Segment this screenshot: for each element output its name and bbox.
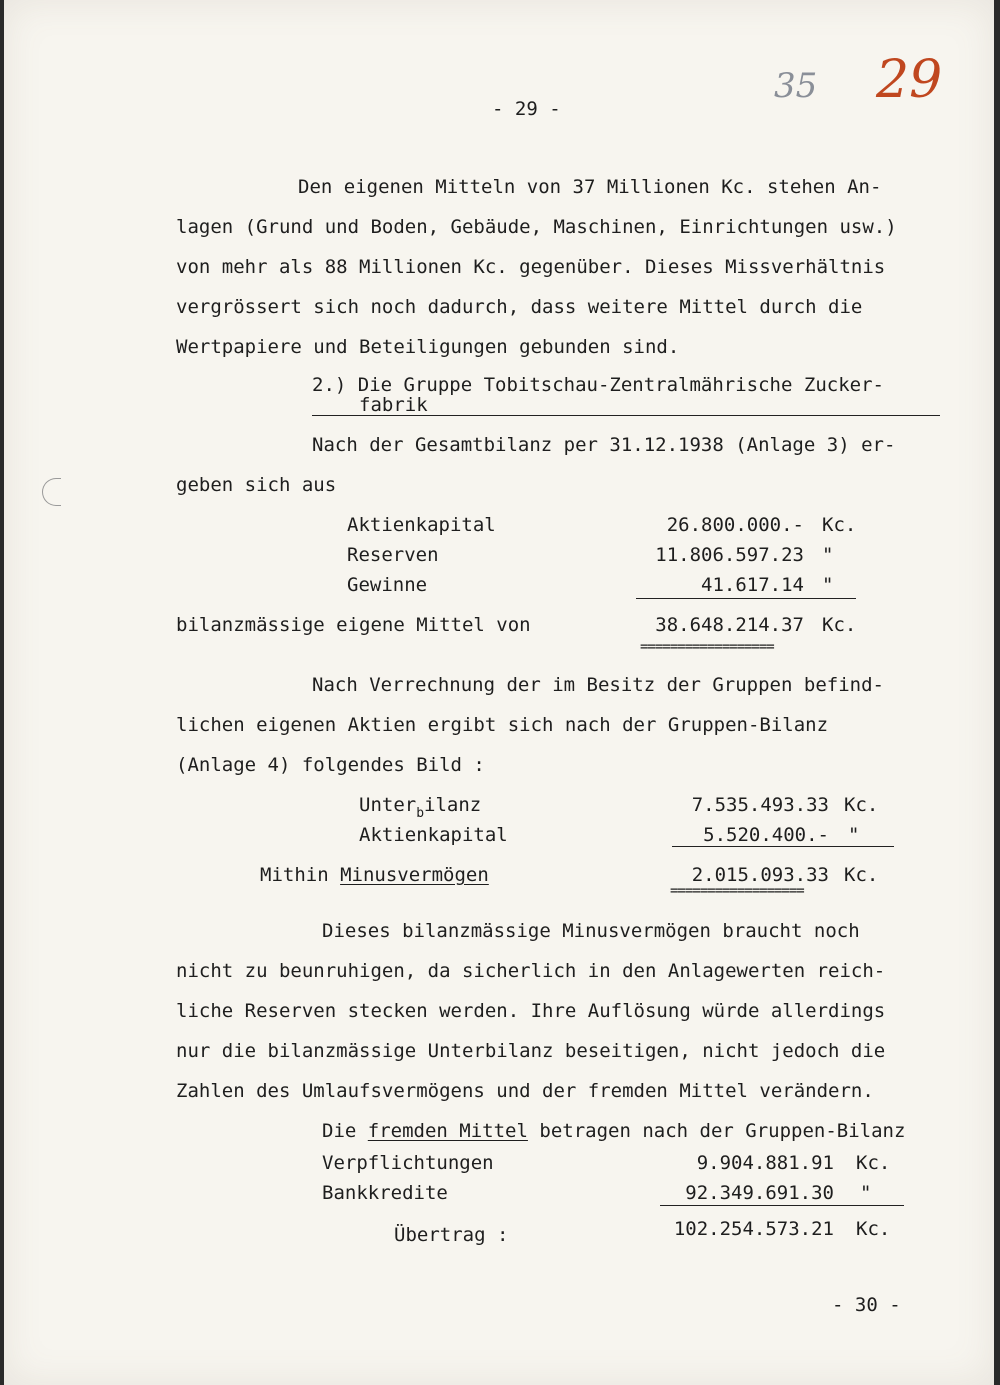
section-heading: 2.) Die Gruppe Tobitschau-Zentralmährische Zucker- bbox=[312, 374, 884, 396]
body-line: nicht zu beunruhigen, da sicherlich in den Anlagewerten reich- bbox=[176, 960, 886, 982]
table-row-label: Gewinne bbox=[347, 574, 428, 596]
table-row-label: Aktienkapital bbox=[347, 514, 496, 536]
table-row-unit: " bbox=[822, 574, 834, 596]
foreign-funds-intro: Die fremden Mittel betragen nach der Gruppen-Bilanz bbox=[322, 1120, 906, 1142]
carry-forward-value: 102.254.573.21 bbox=[673, 1218, 834, 1240]
table-row-value: 92.349.691.30 bbox=[685, 1182, 834, 1204]
body-line: vergrössert sich noch dadurch, dass weitere Mittel durch die bbox=[176, 296, 863, 318]
body-line: lichen eigenen Aktien ergibt sich nach der Gruppen-Bilanz bbox=[176, 714, 829, 736]
page-number: - 29 - bbox=[492, 98, 561, 120]
table-row-value: 11.806.597.23 bbox=[655, 544, 804, 566]
table-row-label: Bankkredite bbox=[322, 1182, 448, 1204]
body-line: Nach Verrechnung der im Besitz der Gruppen befind- bbox=[312, 674, 884, 696]
table-total-unit: Kc. bbox=[844, 864, 879, 886]
body-line: Wertpapiere und Beteiligungen gebunden sind. bbox=[176, 336, 680, 358]
document-page bbox=[4, 0, 994, 1385]
table-row-unit: Kc. bbox=[822, 514, 857, 536]
table-row-label: Unter$_b$ilanz bbox=[359, 794, 482, 821]
table-row-value: 26.800.000.- bbox=[666, 514, 804, 536]
table-row-value: 41.617.14 bbox=[701, 574, 804, 596]
red-folio-number: 29 bbox=[876, 50, 943, 110]
table-row-value: 7.535.493.33 bbox=[691, 794, 829, 816]
next-page-marker: - 30 - bbox=[832, 1294, 901, 1316]
carry-forward-unit: Kc. bbox=[856, 1218, 891, 1240]
body-line: nur die bilanzmässige Unterbilanz beseitigen, nicht jedoch die bbox=[176, 1040, 886, 1062]
body-line: lagen (Grund und Boden, Gebäude, Maschinen, Einrichtungen usw.) bbox=[176, 216, 897, 238]
body-line: liche Reserven stecken werden. Ihre Auflösung würde allerdings bbox=[176, 1000, 886, 1022]
total-double-rule: ================== bbox=[640, 639, 774, 655]
body-line: Dieses bilanzmässige Minusvermögen braucht noch bbox=[322, 920, 860, 942]
table-row-label: Verpflichtungen bbox=[322, 1152, 494, 1174]
table-row-value: 5.520.400.- bbox=[703, 824, 829, 846]
body-line: (Anlage 4) folgendes Bild : bbox=[176, 754, 485, 776]
table-row-label: Aktienkapital bbox=[359, 824, 508, 846]
table-total-value: 38.648.214.37 bbox=[655, 614, 804, 636]
table-row-unit: Kc. bbox=[844, 794, 879, 816]
body-line: von mehr als 88 Millionen Kc. gegenüber. Dieses Missverhältnis bbox=[176, 256, 886, 278]
table-total-unit: Kc. bbox=[822, 614, 857, 636]
sum-rule bbox=[672, 846, 894, 847]
table-row-unit: Kc. bbox=[856, 1152, 891, 1174]
body-line: Nach der Gesamtbilanz per 31.12.1938 (Anlage 3) er- bbox=[312, 434, 896, 456]
table-total-label: Mithin Minusvermögen bbox=[260, 864, 489, 886]
table-row-label: Reserven bbox=[347, 544, 439, 566]
table-row-unit: " bbox=[860, 1182, 872, 1204]
table-row-unit: " bbox=[848, 824, 860, 846]
table-row-unit: " bbox=[822, 544, 834, 566]
body-line: Zahlen des Umlaufsvermögens und der fremden Mittel verändern. bbox=[176, 1080, 874, 1102]
sum-rule bbox=[636, 598, 856, 599]
body-line: geben sich aus bbox=[176, 474, 337, 496]
punch-hole bbox=[42, 478, 61, 506]
table-total-value: 2.015.093.33 bbox=[691, 864, 829, 886]
body-line: Den eigenen Mitteln von 37 Millionen Kc. stehen An- bbox=[298, 176, 882, 198]
section-heading-continued: fabrik bbox=[359, 394, 428, 416]
carry-forward-label: Übertrag : bbox=[394, 1224, 509, 1246]
heading-underline bbox=[312, 415, 940, 416]
table-total-label: bilanzmässige eigene Mittel von bbox=[176, 614, 531, 636]
sum-rule bbox=[660, 1205, 904, 1206]
total-double-rule: ================== bbox=[670, 883, 804, 899]
pencil-folio-number: 35 bbox=[774, 66, 818, 106]
table-row-value: 9.904.881.91 bbox=[696, 1152, 834, 1174]
